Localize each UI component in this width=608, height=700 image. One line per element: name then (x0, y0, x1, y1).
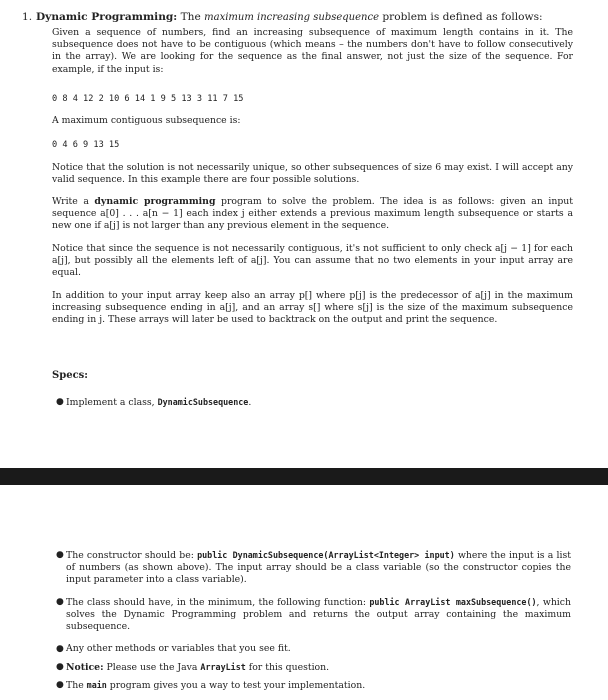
spec-bullet-notice (56, 661, 571, 674)
page-break-bar (0, 468, 608, 485)
problem-number: 1. (22, 11, 33, 23)
bullet-dot-icon: ● (56, 662, 64, 672)
spec-bullet-main (56, 679, 571, 692)
bullet-dot-icon: ● (56, 550, 64, 560)
spec-bullet-constructor (56, 549, 571, 587)
notice-label: Notice: (66, 662, 104, 673)
result-label: A maximum contiguous subsequence is: (52, 115, 241, 126)
input-sequence: 0 8 4 12 2 10 6 14 1 9 5 13 3 11 7 15 (52, 94, 244, 104)
constructor-text-a: The constructor should be: (66, 550, 198, 561)
approach-paragraph (52, 196, 573, 233)
bullet-dot-icon: ● (56, 644, 64, 654)
spec-end: . (248, 397, 252, 408)
other-methods-text: Any other methods or variables that you see fit. (66, 643, 291, 654)
contiguity-paragraph: Notice that since the sequence is not necessarily contiguous, it's not sufficient to only check a[j − 1] for each a[j], but possibly all the elements left of a[j]. You can assume that no two elements in your input array are equal. (52, 243, 573, 279)
problem-heading (22, 10, 582, 25)
spec-bullet-other (56, 643, 571, 655)
notice-text-a: Please use the Java (103, 662, 201, 673)
spec-text: Implement a class, (66, 397, 158, 408)
main-code: main (86, 680, 107, 690)
main-text-a: The (66, 680, 87, 691)
specs-heading: Specs: (52, 370, 88, 381)
function-text-a: The class should have, in the minimum, the following function: (66, 597, 370, 608)
approach-text-a: Write a (52, 196, 95, 207)
function-text-b: , which solves the Dynamic Programming problem and returns the output array containing the maximum subsequence. (66, 597, 571, 633)
arraylist-code: ArrayList (200, 662, 246, 672)
main-text-b: program gives you a way to test your implementation. (106, 680, 366, 691)
bullet-dot-icon: ● (56, 597, 64, 607)
title-text-a: The (177, 11, 205, 23)
arrays-paragraph: In addition to your input array keep also an array p[] where p[j] is the predecessor of a[j] in the maximum increasing subsequence ending in a[j], and an array s[] where s[j] is the size of the maximum subsequence ending in j. These arrays will later be used to backtrack on the output and print the sequence. (52, 290, 573, 326)
bullet-dot-icon: ● (56, 680, 64, 690)
output-sequence: 0 4 6 9 13 15 (52, 140, 120, 150)
document-page-2 (0, 485, 608, 700)
title-text-b: problem is defined as follows: (378, 11, 543, 23)
spec-bullet-function (56, 596, 571, 634)
constructor-text-b: where the input is a list of numbers (as shown above). The input array should be a class variable (so the constructor copies the input parameter into a class variable). (66, 550, 571, 586)
problem-name-italic: maximum increasing subsequence (204, 12, 379, 23)
function-signature-code: public ArrayList maxSubsequence() (369, 597, 537, 607)
constructor-signature-code: public DynamicSubsequence(ArrayList<Integer> input) (197, 550, 455, 560)
notice-text-b: for this question. (245, 662, 330, 673)
approach-text-b: program to solve the problem. The idea is as follows: given an input sequence a[0] . . . a[n − 1] each index j either extends a previous maximum length subsequence or starts a new one if a[j] is not larger than any previous element in the sequence. (52, 196, 573, 232)
approach-bold: dynamic programming (94, 196, 216, 207)
uniqueness-paragraph: Notice that the solution is not necessarily unique, so other subsequences of size 6 may exist. I will accept any valid sequence. In this example there are four possible solutions. (52, 162, 573, 186)
class-name-code: DynamicSubsequence (157, 397, 249, 407)
intro-paragraph: Given a sequence of numbers, find an increasing subsequence of maximum length contains in it. The subsequence does not have to be contiguous (which means – the numbers don't have to follow consecutively in the array). We are looking for the sequence as the final answer, not just the size of the sequence. For example, if the input is: (52, 27, 573, 75)
problem-title: Dynamic Programming: (36, 11, 178, 23)
spec-bullet-class (56, 396, 571, 409)
bullet-dot-icon: ● (56, 397, 64, 407)
